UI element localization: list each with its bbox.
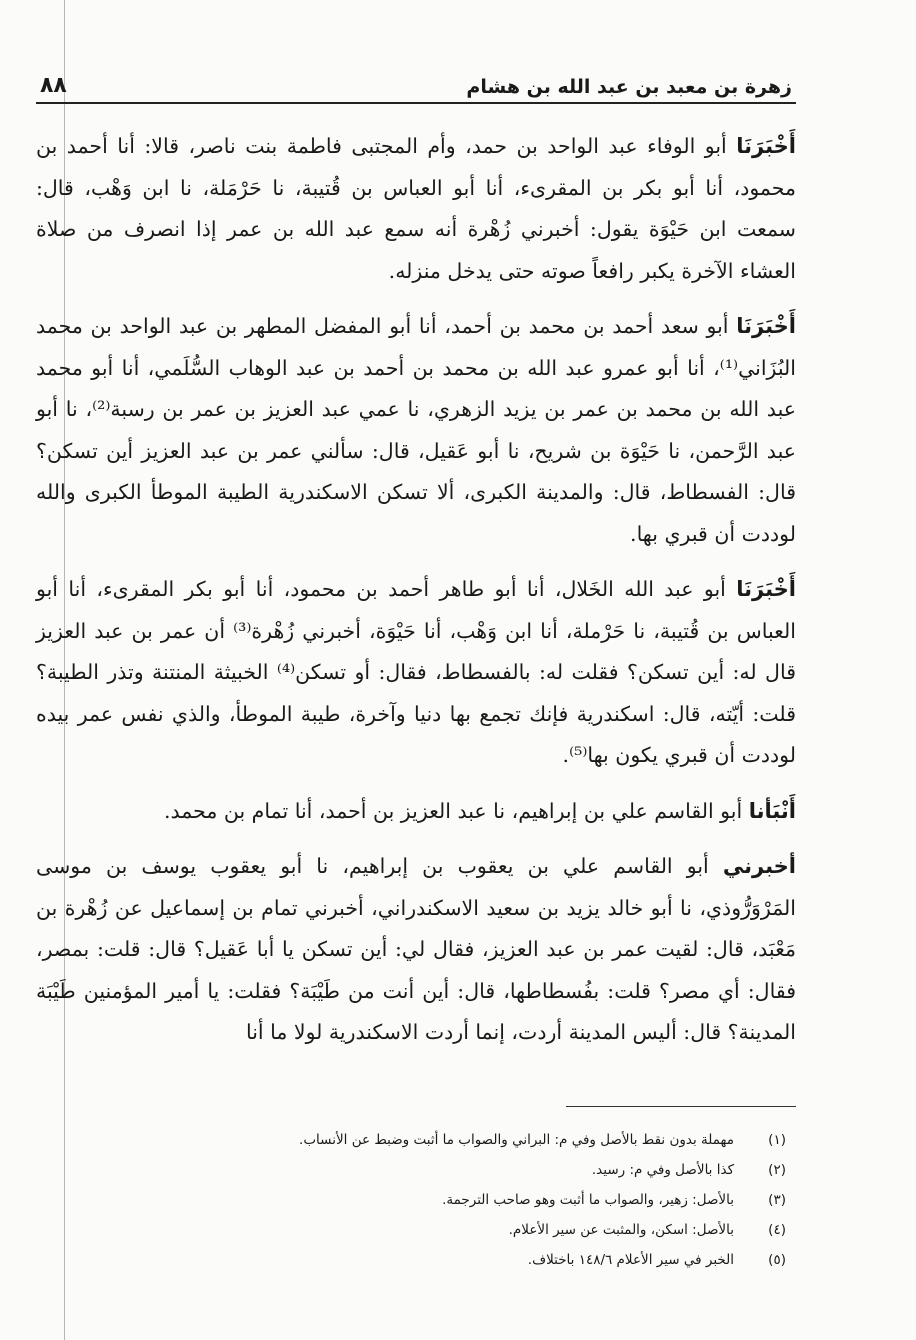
page bbox=[36, 58, 796, 1275]
paragraph-text: أبو القاسم علي بن يعقوب بن إبراهيم، نا أبو يعقوب يوسف بن موسى المَرْوَرُّوذي، نا أبو خالد يزيد بن سعيد الاسكندراني، أخبرني تمام بن إسماعيل عن زُهْرة بن مَعْبَد، قال: لقيت عمر بن عبد العزيز، فقال لي: أين تسكن يا أبا عَقيل؟ قال: قلت: بمصر، فقال: أي مصر؟ قلت: بفُسطاطها، قال: أين أنت من طَيْبَة؟ فقلت: يا أمير المؤمنين طَيْبَة المدينة؟ قال: أليس المدينة أردت، إنما أردت الاسكندرية لولا ما أنا bbox=[36, 854, 796, 1044]
footnote-1 bbox=[36, 1125, 796, 1155]
footnote-text: الخبر في سير الأعلام ١٤٨/٦ باختلاف. bbox=[527, 1251, 734, 1268]
paragraph-3 bbox=[36, 569, 796, 777]
paragraph-text: أبو القاسم علي بن إبراهيم، نا عبد العزيز بن أحمد، أنا تمام بن محمد. bbox=[164, 798, 743, 823]
footnote-text: مهملة بدون نقط بالأصل وفي م: البراني والصواب ما أثبت وضبط عن الأنساب. bbox=[299, 1131, 734, 1148]
paragraph-lead: أَخْبَرَنَا bbox=[736, 134, 796, 158]
paragraph-lead: أخبرني bbox=[722, 854, 796, 878]
footnote-3 bbox=[36, 1185, 796, 1215]
footnote-2 bbox=[36, 1155, 796, 1185]
paragraph-text: أبو الوفاء عبد الواحد بن حمد، وأم المجتبى فاطمة بنت ناصر، قالا: أنا أحمد بن محمود، أنا أبو بكر بن المقرىء، أنا أبو العباس بن قُتيبة، نا حَرْمَلة، نا ابن وَهْب، قال: سمعت ابن حَيْوَة يقول: أخبرني زُهْرة أنه سمع عبد الله بن عمر إذا انصرف من صلاة العشاء الآخرة يكبر رافعاً صوته حتى يدخل منزله. bbox=[36, 134, 796, 283]
footnote-text: بالأصل: اسكن، والمثبت عن سير الأعلام. bbox=[508, 1221, 734, 1238]
paragraph-text: أبو عبد الله الخَلال، أنا أبو طاهر أحمد بن محمود، أنا أبو بكر المقرىء، أنا أبو العباس بن قُتيبة، نا حَرْملة، أنا ابن وَهْب، أنا حَيْوَة، أخبرني زُهْرة⁽³⁾ أن عمر بن عبد العزيز قال له: أين تسكن؟ فقلت له: بالفسطاط، فقال: أو تسكن⁽⁴⁾ الخبيثة المنتنة وتذر الطيبة؟ قلت: أيّته، قال: اسكندرية فإنك تجمع بها دنيا وآخرة، طيبة الموطأ، والذي نفس عمر بيده لوددت أن قبري يكون بها⁽⁵⁾. bbox=[36, 577, 796, 767]
footnote-number: (٣) bbox=[768, 1191, 786, 1208]
paragraph-lead: أَخْبَرَنَا bbox=[736, 314, 796, 338]
footnote-separator bbox=[566, 1106, 796, 1107]
footnote-text: بالأصل: زهير، والصواب ما أثبت وهو صاحب الترجمة. bbox=[442, 1191, 734, 1208]
footnote-5 bbox=[36, 1245, 796, 1275]
running-title: زهرة بن معبد بن عبد الله بن هشام bbox=[466, 76, 792, 98]
paragraph-1 bbox=[36, 126, 796, 292]
paragraph-text: أبو سعد أحمد بن محمد بن أحمد، أنا أبو المفضل المطهر بن عبد الواحد بن محمد البُزَاني⁽¹⁾، أنا أبو عمرو عبد الله بن محمد بن أحمد بن عبد الوهاب السُّلَمي، أنا أبو محمد عبد الله بن محمد بن عمر بن يزيد الزهري، نا عمي عبد العزيز بن عمر بن رسبة⁽²⁾، نا أبو عبد الرَّحمن، نا حَيْوَة بن شريح، نا أبو عَقيل، قال: سألني عمر بن عبد العزيز أين تسكن؟ قال: الفسطاط، قال: والمدينة الكبرى، ألا تسكن الاسكندرية الطيبة الموطأ الكبرى والله لوددت أن قبري بها. bbox=[36, 314, 796, 546]
page-header bbox=[36, 58, 796, 104]
footnote-4 bbox=[36, 1215, 796, 1245]
footnote-number: (٤) bbox=[768, 1221, 786, 1238]
body-text bbox=[36, 126, 796, 1054]
paragraph-lead: أَنْبَأنا bbox=[748, 798, 796, 823]
footnote-number: (١) bbox=[768, 1131, 786, 1148]
paragraph-4 bbox=[36, 791, 796, 833]
paragraph-2 bbox=[36, 306, 796, 555]
footnote-number: (٥) bbox=[768, 1251, 786, 1268]
footnote-text: كذا بالأصل وفي م: رسيد. bbox=[591, 1161, 734, 1178]
paragraph-lead: أَخْبَرَنَا bbox=[736, 577, 796, 601]
footnote-number: (٢) bbox=[768, 1161, 786, 1178]
footnotes bbox=[36, 1125, 796, 1275]
paragraph-5 bbox=[36, 846, 796, 1054]
page-number: ٨٨ bbox=[40, 73, 67, 98]
